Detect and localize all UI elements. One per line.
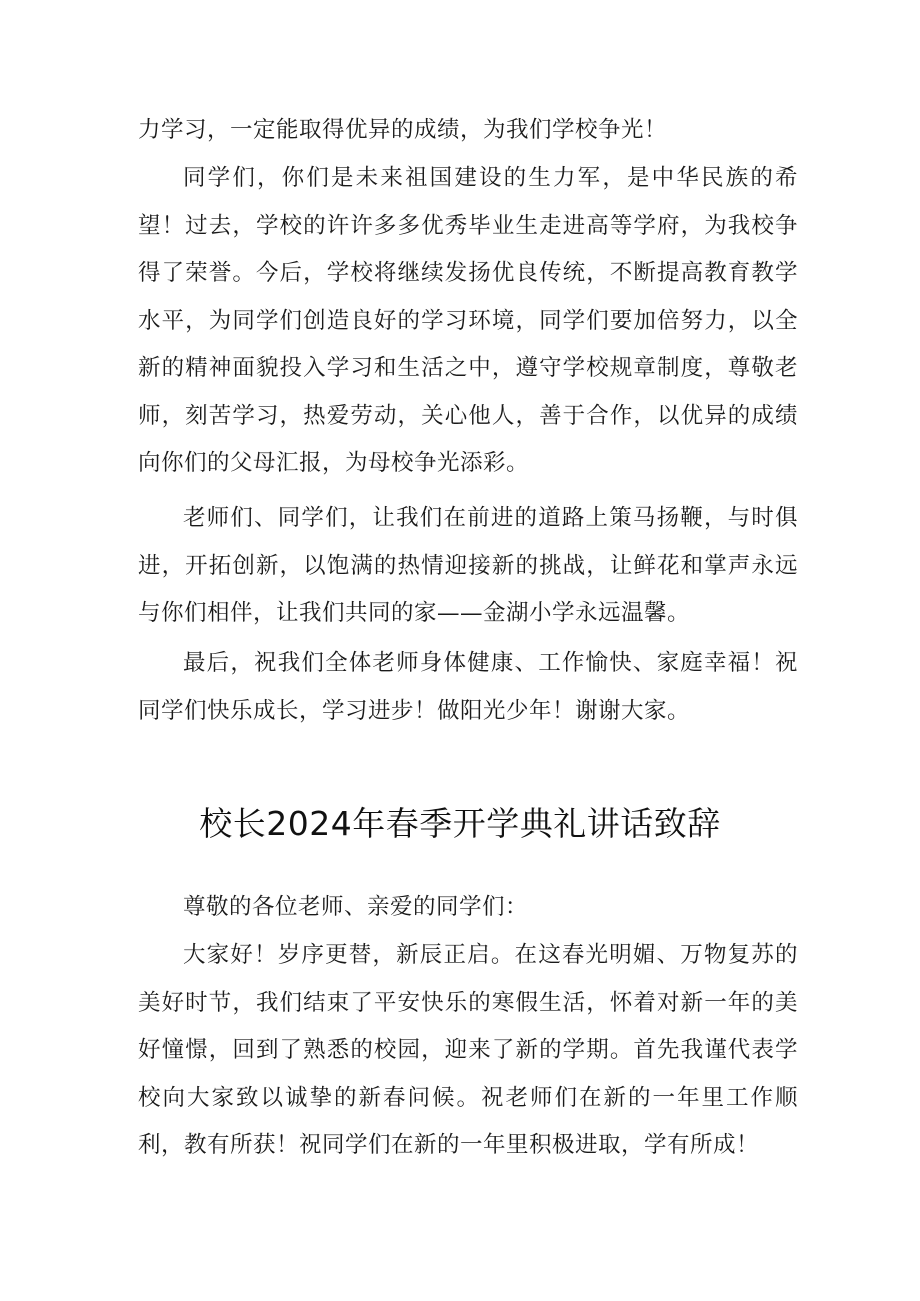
speech-greeting: 尊敬的各位老师、亲爱的同学们： <box>183 894 529 920</box>
speech-title: 校长2024年春季开学典礼讲话致辞 <box>199 804 721 843</box>
paragraph-continuation: 力学习，一定能取得优异的成绩，为我们学校争光！ <box>138 117 668 143</box>
paragraph-opening: 大家好！岁序更替，新辰正启。在这春光明媚、万物复苏的美好时节，我们结束了平安快乐的寒假生活，怀着对新一年的美好憧憬，回到了熟悉的校园，迎来了新的学期。首先我谨代表学校向大家致以诚挚的新春问候。祝老师们在新的一年里工作顺利，教有所获！祝同学们在新的一年里积极进取，学有所成！ <box>138 942 798 1158</box>
paragraph-students-future: 同学们，你们是未来祖国建设的生力军，是中华民族的希望！过去，学校的许许多多优秀毕业生走进高等学府，为我校争得了荣誉。今后，学校将继续发扬优良传统，不断提高教育教学水平，为同学们创造良好的学习环境，同学们要加倍努力，以全新的精神面貌投入学习和生活之中，遵守学校规章制度，尊敬老师，刻苦学习，热爱劳动，关心他人，善于合作，以优异的成绩向你们的父母汇报，为母校争光添彩。 <box>138 165 798 476</box>
paragraph-closing-wishes: 最后，祝我们全体老师身体健康、工作愉快、家庭幸福！祝同学们快乐成长，学习进步！做阳光少年！谢谢大家。 <box>138 650 798 724</box>
paragraph-teachers-students: 老师们、同学们，让我们在前进的道路上策马扬鞭，与时俱进，开拓创新，以饱满的热情迎接新的挑战，让鲜花和掌声永远与你们相伴，让我们共同的家——金湖小学永远温馨。 <box>138 505 798 626</box>
